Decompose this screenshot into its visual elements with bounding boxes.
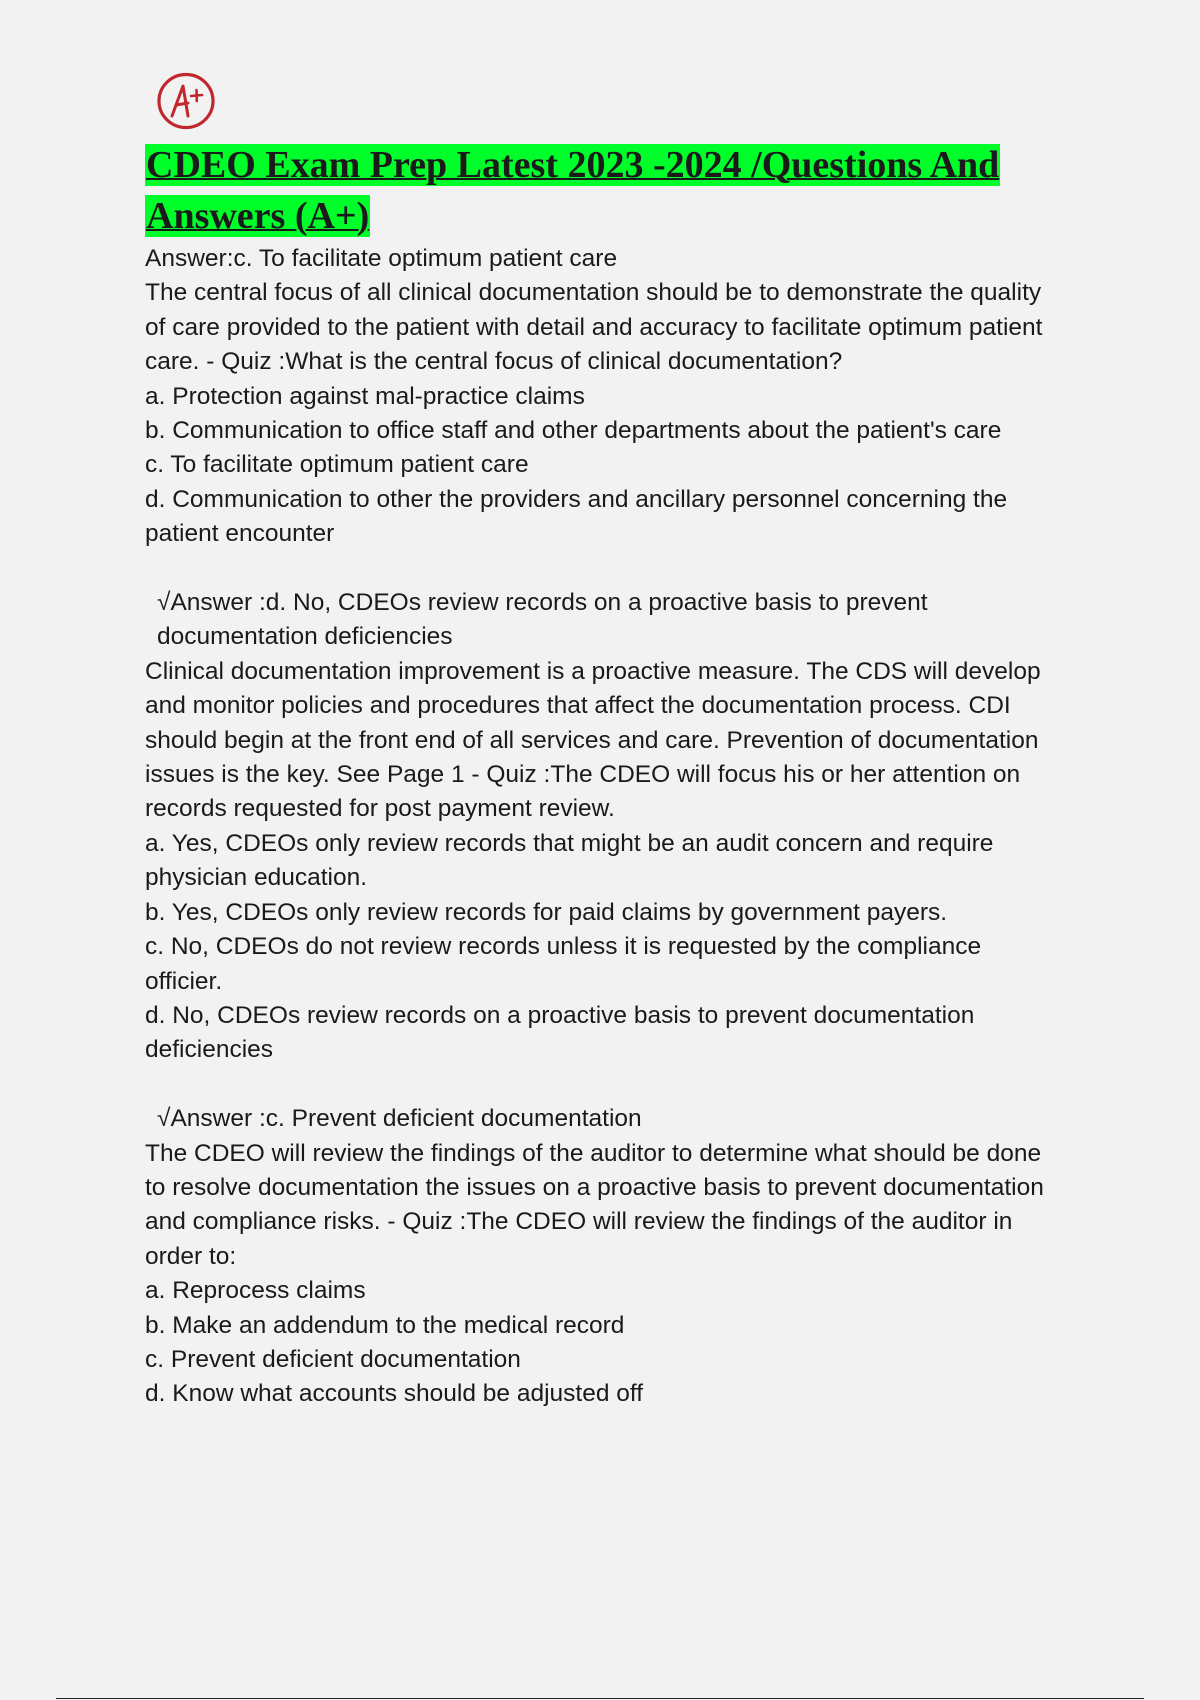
option-a: a. Yes, CDEOs only review records that might be an audit concern and require physician education.	[145, 829, 994, 892]
answer-line	[145, 1102, 1065, 1136]
option-b: b. Communication to office staff and other departments about the patient's care	[145, 417, 1002, 445]
answer-text: Answer:c. To facilitate optimum patient care	[145, 245, 618, 272]
option-b: b. Make an addendum to the medical record	[145, 1311, 625, 1339]
a-plus-logo-icon	[155, 70, 217, 132]
spacer	[145, 1068, 1065, 1102]
option-b: b. Yes, CDEOs only review records for paid claims by government payers.	[145, 898, 948, 926]
answer-text: Answer :c. Prevent deficient documentation	[170, 1105, 642, 1133]
spacer	[145, 552, 1065, 586]
answer-line	[145, 586, 1065, 655]
document-page	[145, 70, 1065, 1412]
qa-block-1	[145, 242, 1065, 552]
option-c: c. To facilitate optimum patient care	[145, 451, 529, 479]
checkmark-icon: √	[157, 589, 171, 617]
document-title	[145, 140, 1065, 242]
document-title-text: CDEO Exam Prep Latest 2023 -2024 /Questions And Answers (A+)	[146, 144, 1000, 237]
answer-line	[145, 242, 1065, 276]
explanation-text: The central focus of all clinical documentation should be to demonstrate the quality of care provided to the patient with detail and accuracy to facilitate optimum patient care. - Quiz :What is the central focus of clinical documentation?	[145, 279, 1043, 376]
qa-block-3	[145, 1102, 1065, 1412]
option-a: a. Reprocess claims	[145, 1277, 366, 1305]
option-c: c. Prevent deficient documentation	[145, 1345, 521, 1373]
explanation-text: Clinical documentation improvement is a proactive measure. The CDS will develop and monitor policies and procedures that affect the documentation process. CDI should begin at the front end of all services and care. Prevention of documentation issues is the key. See Page 1 - Quiz :The CDEO will focus his or her attention on records requested for post payment review.	[145, 657, 1041, 823]
answer-text: Answer :d. No, CDEOs review records on a proactive basis to prevent documentation deficiencies	[157, 589, 928, 651]
checkmark-icon: √	[157, 1105, 171, 1133]
option-a: a. Protection against mal-practice claims	[145, 382, 585, 410]
a-plus-logo	[155, 70, 217, 132]
option-d: d. No, CDEOs review records on a proactive basis to prevent documentation deficiencies	[145, 1001, 975, 1064]
explanation-text: The CDEO will review the findings of the auditor to determine what should be done to resolve documentation the issues on a proactive basis to prevent documentation and compliance risks. - Quiz :The CDEO will review the findings of the auditor in order to:	[145, 1139, 1044, 1270]
option-d: d. Know what accounts should be adjusted off	[145, 1380, 644, 1408]
option-c: c. No, CDEOs do not review records unless it is requested by the compliance officier.	[145, 933, 982, 995]
footer-divider	[56, 1698, 1144, 1699]
qa-block-2	[145, 586, 1065, 1068]
option-d: d. Communication to other the providers and ancillary personnel concerning the patient encounter	[145, 485, 1008, 548]
